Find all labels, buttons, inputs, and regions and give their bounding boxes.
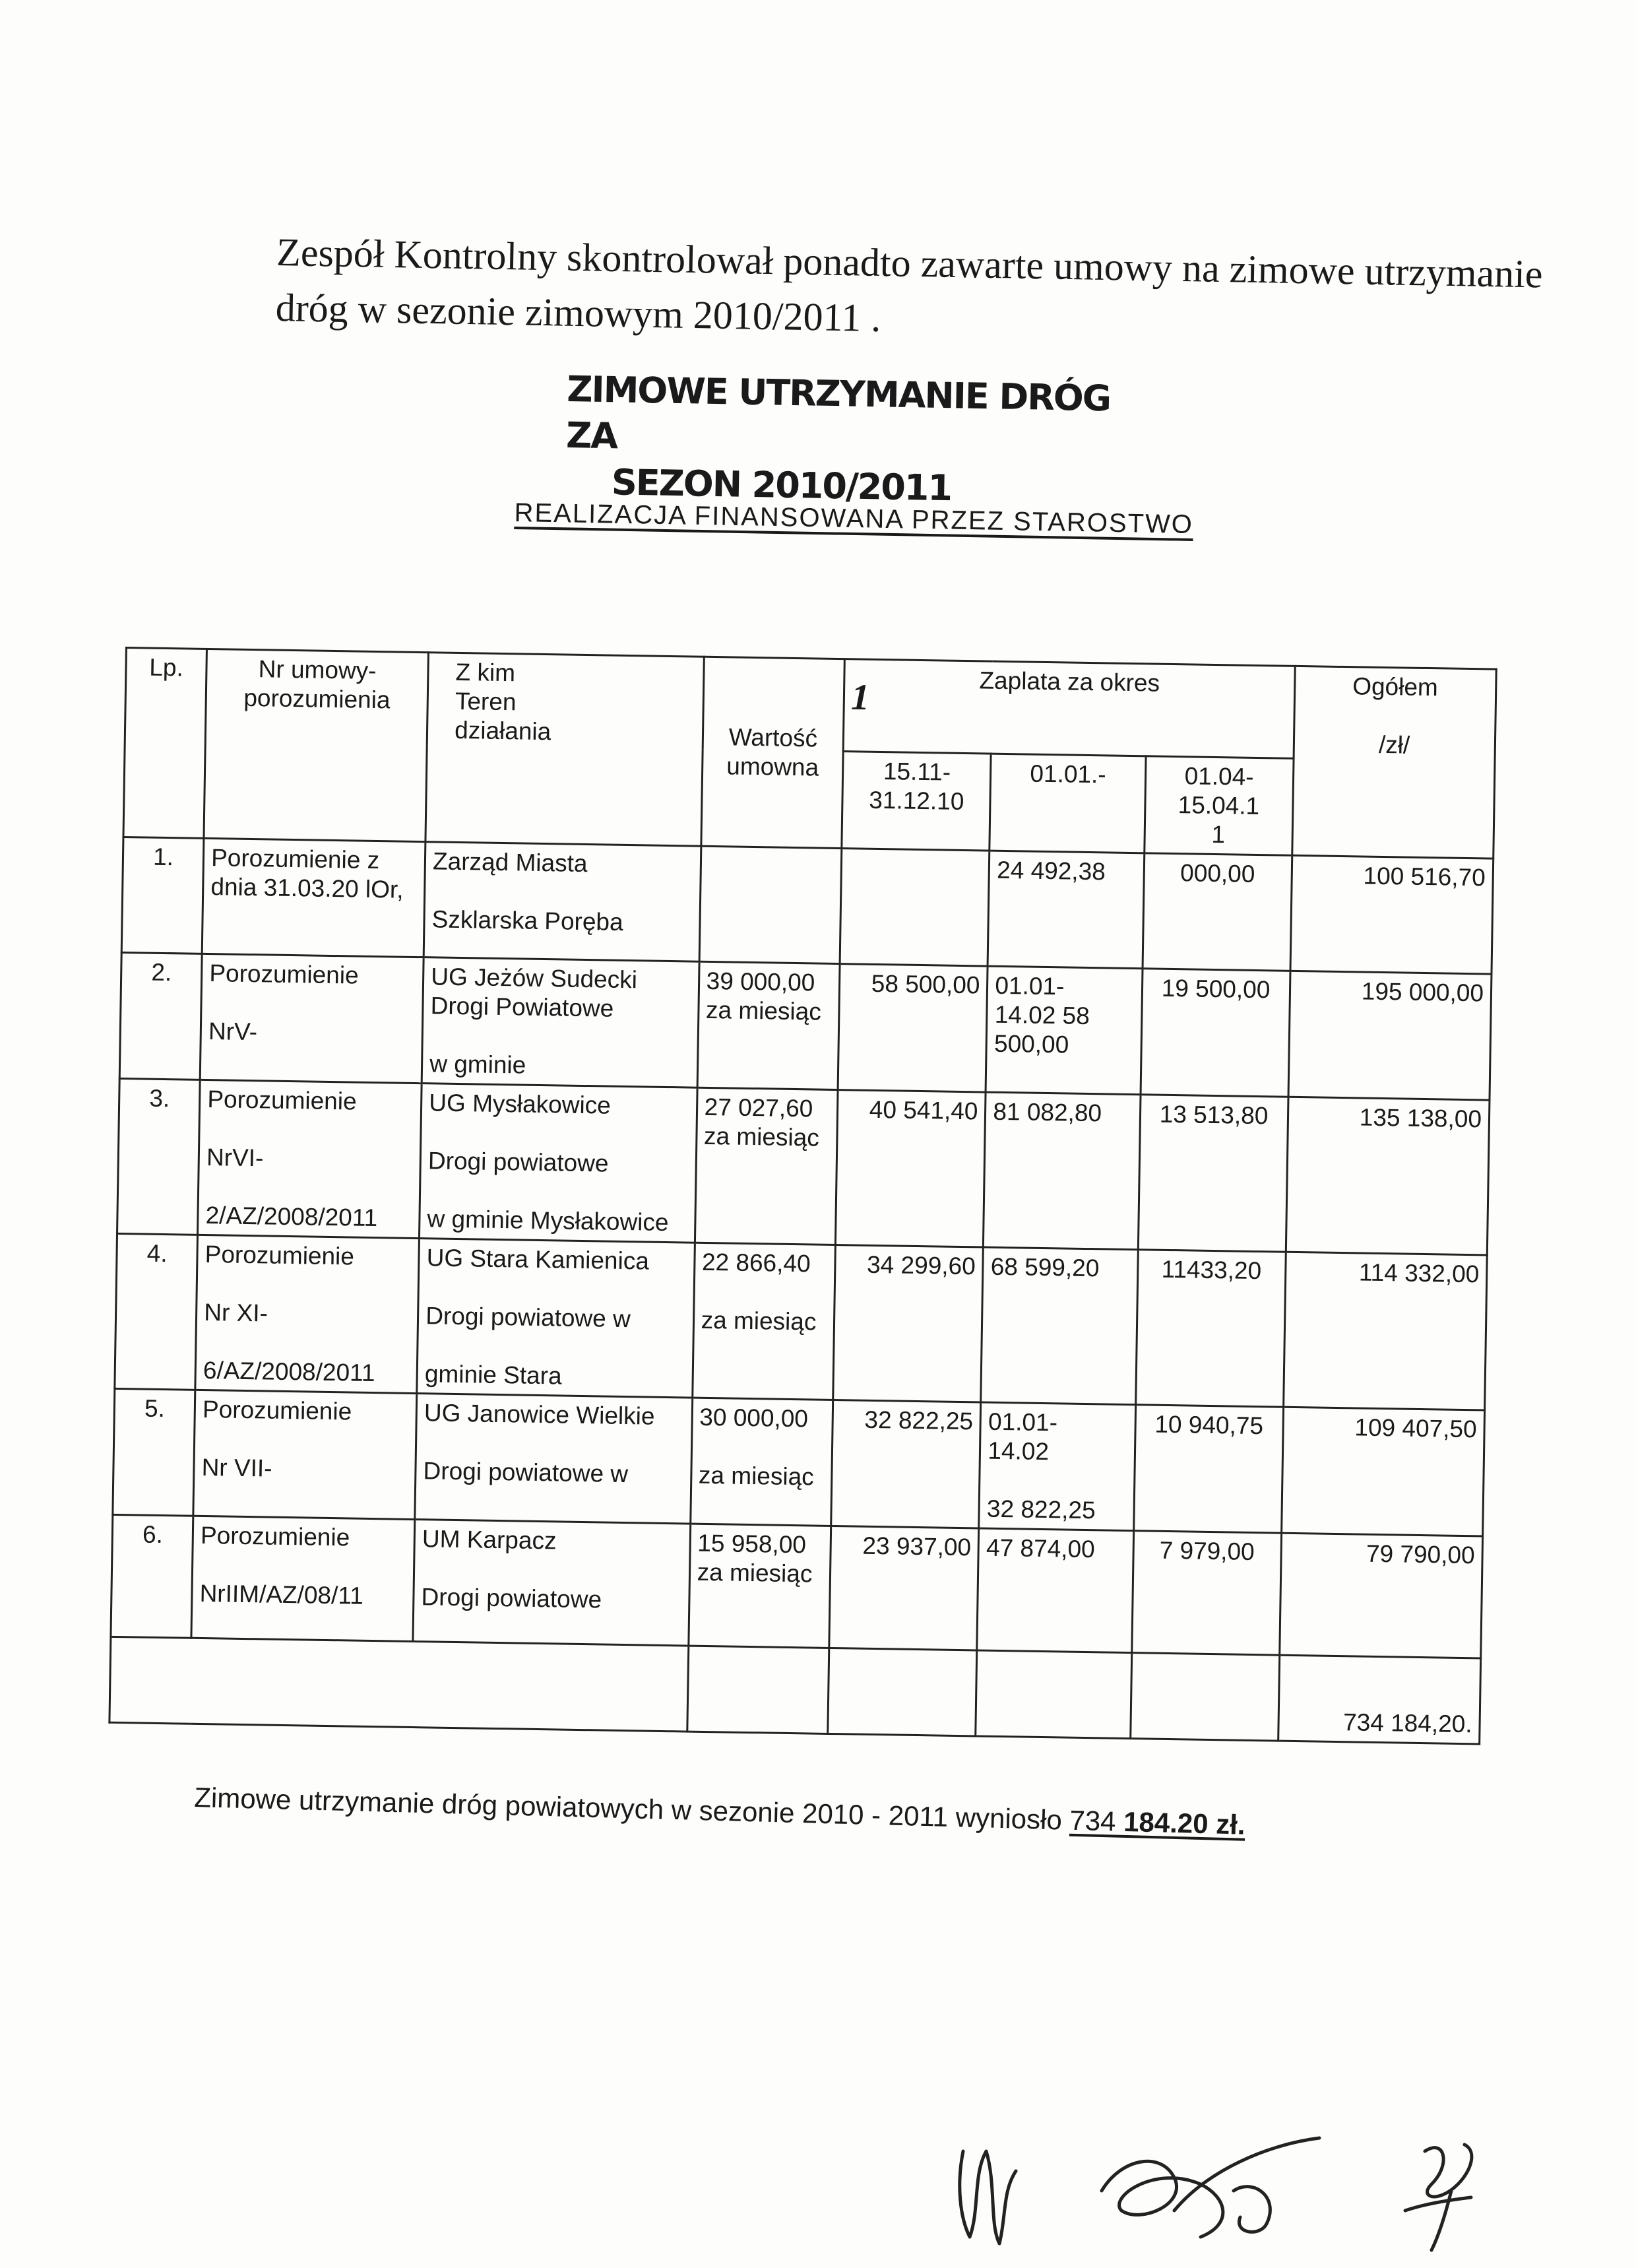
cell-period-3: 13 513,80 (1138, 1095, 1288, 1252)
handwritten-mark: 1 (850, 676, 870, 719)
cell-nr-umowy: Porozumienie NrV- (200, 954, 424, 1083)
cell-period-1: 58 500,00 (838, 964, 988, 1092)
cell-lp: 4. (115, 1233, 198, 1390)
header-nr-umowy: Nr umowy- porozumienia (204, 649, 428, 841)
cell-wartosc: 27 027,60 za miesiąc (695, 1087, 838, 1245)
cell-z-kim: UG Mysłakowice Drogi powiatowe w gminie Mysłakowice (420, 1084, 697, 1243)
cell-period-2: 81 082,80 (984, 1092, 1141, 1250)
cell-nr-umowy: Porozumienie Nr XI- 6/AZ/2008/2011 (195, 1235, 420, 1393)
header-period-2: 01.01.- (990, 754, 1145, 853)
cell-wartosc: 22 866,40 za miesiąc (692, 1243, 835, 1400)
cell-period-1: 40 541,40 (836, 1090, 986, 1247)
table-row (121, 837, 1493, 974)
signature-3 (1405, 2145, 1472, 2250)
summary-sentence (194, 1782, 1448, 1846)
cell-period-3: 7 979,00 (1131, 1531, 1281, 1655)
costs-table (108, 647, 1497, 1745)
title-line-2: SEZON 2010/2011 (611, 461, 952, 509)
signature-2 (1102, 2138, 1319, 2237)
cell-period-3: 11433,20 (1135, 1250, 1286, 1407)
cell-period-2: 01.01- 14.02 58 500,00 (986, 966, 1142, 1095)
intro-paragraph (275, 224, 1544, 357)
cell-period-3: 19 500,00 (1141, 969, 1290, 1097)
document-subtitle: REALIZACJA FINANSOWANA PRZEZ STAROSTWO (514, 498, 1194, 539)
cell-ogolem: 195 000,00 (1288, 971, 1492, 1100)
cell-ogolem: 109 407,50 (1281, 1407, 1484, 1536)
header-zaplata: Zaplata za okres (844, 659, 1295, 759)
table-row (113, 1388, 1485, 1536)
cell-lp: 1. (121, 837, 204, 954)
cell-z-kim: Zarząd Miasta Szklarska Poręba (424, 842, 701, 962)
cell-wartosc: 39 000,00 za miesiąc (697, 961, 840, 1089)
table-row (115, 1233, 1487, 1410)
cell-period-1: 34 299,60 (833, 1245, 984, 1402)
cell-wartosc: 15 958,00 za miesiąc (688, 1524, 831, 1648)
cell-nr-umowy: Porozumienie z dnia 31.03.20 lOr, (202, 838, 425, 957)
table-row (119, 952, 1492, 1100)
table-row (117, 1078, 1490, 1255)
header-period-3: 01.04- 15.04.1 1 (1144, 756, 1293, 856)
cell-ogolem: 114 332,00 (1283, 1252, 1487, 1410)
cell-z-kim: UG Jeżów Sudecki Drogi Powiatowe w gminie (422, 957, 699, 1088)
cell-total: 734 184,20. (1278, 1655, 1481, 1744)
cell-z-kim: UG Stara Kamienica Drogi powiatowe w gminie Stara (417, 1239, 695, 1398)
summary-amount-plain: 734 (1069, 1804, 1124, 1837)
cell-total-empty (828, 1648, 977, 1736)
table-header-row (125, 648, 1496, 762)
header-lp: Lp. (123, 648, 207, 839)
summary-amount-bold: 184.20 zł. (1123, 1805, 1246, 1840)
header-period-1: 15.11- 31.12.10 (842, 752, 991, 851)
intro-line-1: Zespół Kontrolny skontrolował ponadto zawarte umowy na zimowe utrzymanie (276, 230, 1544, 296)
cell-period-3: 000,00 (1143, 853, 1292, 971)
cell-lp: 5. (113, 1388, 195, 1516)
cell-wartosc: 30 000,00 za miesiąc (690, 1398, 833, 1526)
cell-lp: 6. (111, 1514, 193, 1638)
cell-z-kim: UG Janowice Wielkie Drogi powiatowe w (415, 1394, 692, 1524)
cell-total-empty (1130, 1653, 1279, 1741)
cell-period-2: 01.01- 14.02 32 822,25 (979, 1402, 1135, 1531)
cell-period-1: 32 822,25 (831, 1400, 981, 1528)
cell-lp: 3. (117, 1078, 201, 1235)
cell-period-1: 23 937,00 (829, 1526, 979, 1650)
cell-period-3: 10 940,75 (1133, 1405, 1283, 1533)
cell-total-empty (976, 1650, 1131, 1739)
cell-nr-umowy: Porozumienie Nr VII- (193, 1390, 417, 1519)
header-wartosc: Wartość umowna (701, 657, 844, 848)
cell-ogolem: 100 516,70 (1290, 855, 1494, 974)
cell-z-kim: UM Karpacz Drogi powiatowe (413, 1520, 690, 1646)
cell-period-2: 47 874,00 (977, 1528, 1133, 1653)
cell-total-empty (110, 1636, 689, 1732)
cell-period-1 (840, 849, 990, 966)
document-title (565, 366, 1161, 515)
cell-nr-umowy: Porozumienie NrIIM/AZ/08/11 (191, 1516, 415, 1641)
cell-ogolem: 79 790,00 (1279, 1533, 1482, 1658)
cell-lp: 2. (119, 952, 202, 1080)
cell-period-2: 68 599,20 (981, 1247, 1138, 1405)
cell-ogolem: 135 138,00 (1286, 1097, 1490, 1255)
cell-total-empty (687, 1646, 829, 1733)
cell-period-2: 24 492,38 (988, 851, 1144, 969)
signatures (924, 2112, 1517, 2257)
summary-text: Zimowe utrzymanie dróg powiatowych w sezonie 2010 - 2011 wyniosło (193, 1782, 1071, 1836)
signature-1 (960, 2151, 1016, 2244)
signature-scribbles (924, 2112, 1517, 2257)
table-row (111, 1514, 1483, 1658)
intro-line-2: dróg w sezonie zimowym 2010/2011 . (275, 285, 881, 340)
header-ogolem: Ogółem /zł/ (1292, 666, 1496, 859)
header-z-kim: Z kim Teren działania (425, 653, 704, 847)
cell-nr-umowy: Porozumienie NrVI- 2/AZ/2008/2011 (198, 1080, 422, 1238)
costs-table-container (109, 647, 1497, 1738)
cell-wartosc (699, 846, 842, 963)
title-line-1: ZIMOWE UTRZYMANIE DRÓG ZA (565, 368, 1111, 457)
summary-amount (1069, 1805, 1245, 1840)
